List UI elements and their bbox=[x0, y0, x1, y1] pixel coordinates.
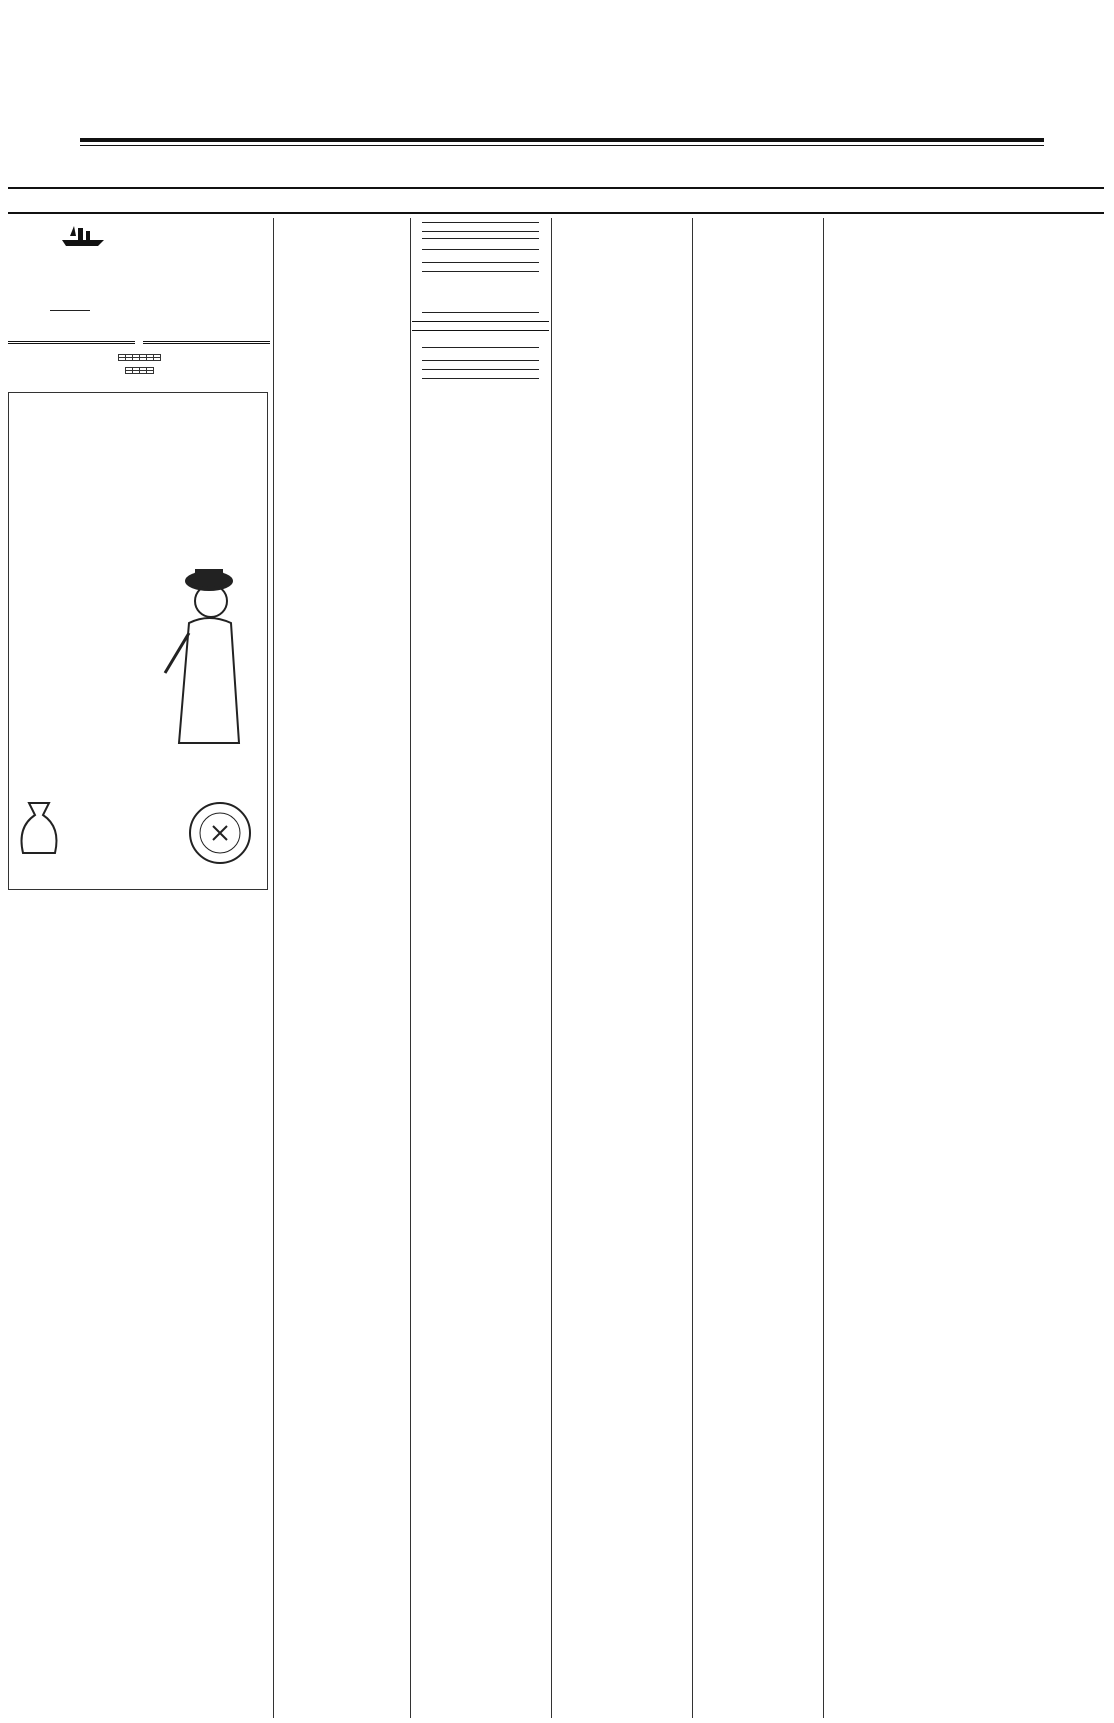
column-3 bbox=[412, 218, 549, 1718]
cow-covers bbox=[412, 330, 549, 331]
price-cell bbox=[132, 371, 139, 374]
price-table-1 bbox=[118, 354, 161, 361]
covers-heading-row bbox=[8, 341, 270, 344]
divider bbox=[422, 238, 539, 239]
column-divider bbox=[551, 218, 552, 1718]
price-cell bbox=[132, 358, 139, 361]
price-cell bbox=[125, 358, 132, 361]
divider bbox=[422, 369, 539, 370]
divider bbox=[422, 271, 539, 272]
dateline-rule-top bbox=[8, 187, 1104, 189]
price-cell bbox=[139, 358, 146, 361]
horse-covers bbox=[412, 321, 549, 322]
dateline-rule-bottom bbox=[8, 212, 1104, 214]
divider bbox=[422, 312, 539, 313]
divider bbox=[50, 310, 90, 311]
sack-icon bbox=[15, 793, 63, 863]
divider bbox=[422, 262, 539, 263]
column-divider bbox=[692, 218, 693, 1718]
dateline bbox=[8, 190, 1104, 210]
price-table-2 bbox=[125, 367, 154, 374]
stamp-seal-icon bbox=[185, 798, 255, 868]
price-cell bbox=[146, 371, 153, 374]
divider bbox=[422, 222, 539, 223]
price-cell bbox=[118, 358, 125, 361]
jones-poultry-ad bbox=[8, 392, 268, 890]
price-cell bbox=[125, 371, 132, 374]
masthead-rule bbox=[80, 138, 1044, 142]
price-cell bbox=[153, 358, 160, 361]
rule-left bbox=[8, 341, 135, 344]
masthead bbox=[0, 0, 1114, 110]
column-divider bbox=[410, 218, 411, 1718]
rule-right bbox=[143, 341, 270, 344]
column-divider bbox=[823, 218, 824, 1718]
auctioneer-figure-icon bbox=[159, 553, 259, 753]
masthead-rule-thin bbox=[80, 145, 1044, 146]
column-divider bbox=[273, 218, 274, 1718]
price-cell bbox=[139, 371, 146, 374]
price-cell bbox=[146, 358, 153, 361]
divider bbox=[422, 378, 539, 379]
divider bbox=[422, 360, 539, 361]
steamship-icon bbox=[60, 222, 106, 248]
steamship-ad-header bbox=[8, 218, 270, 280]
divider bbox=[422, 231, 539, 232]
column-4 bbox=[553, 218, 689, 1718]
column-1 bbox=[8, 218, 270, 1718]
divider bbox=[422, 347, 539, 348]
divider bbox=[422, 249, 539, 250]
